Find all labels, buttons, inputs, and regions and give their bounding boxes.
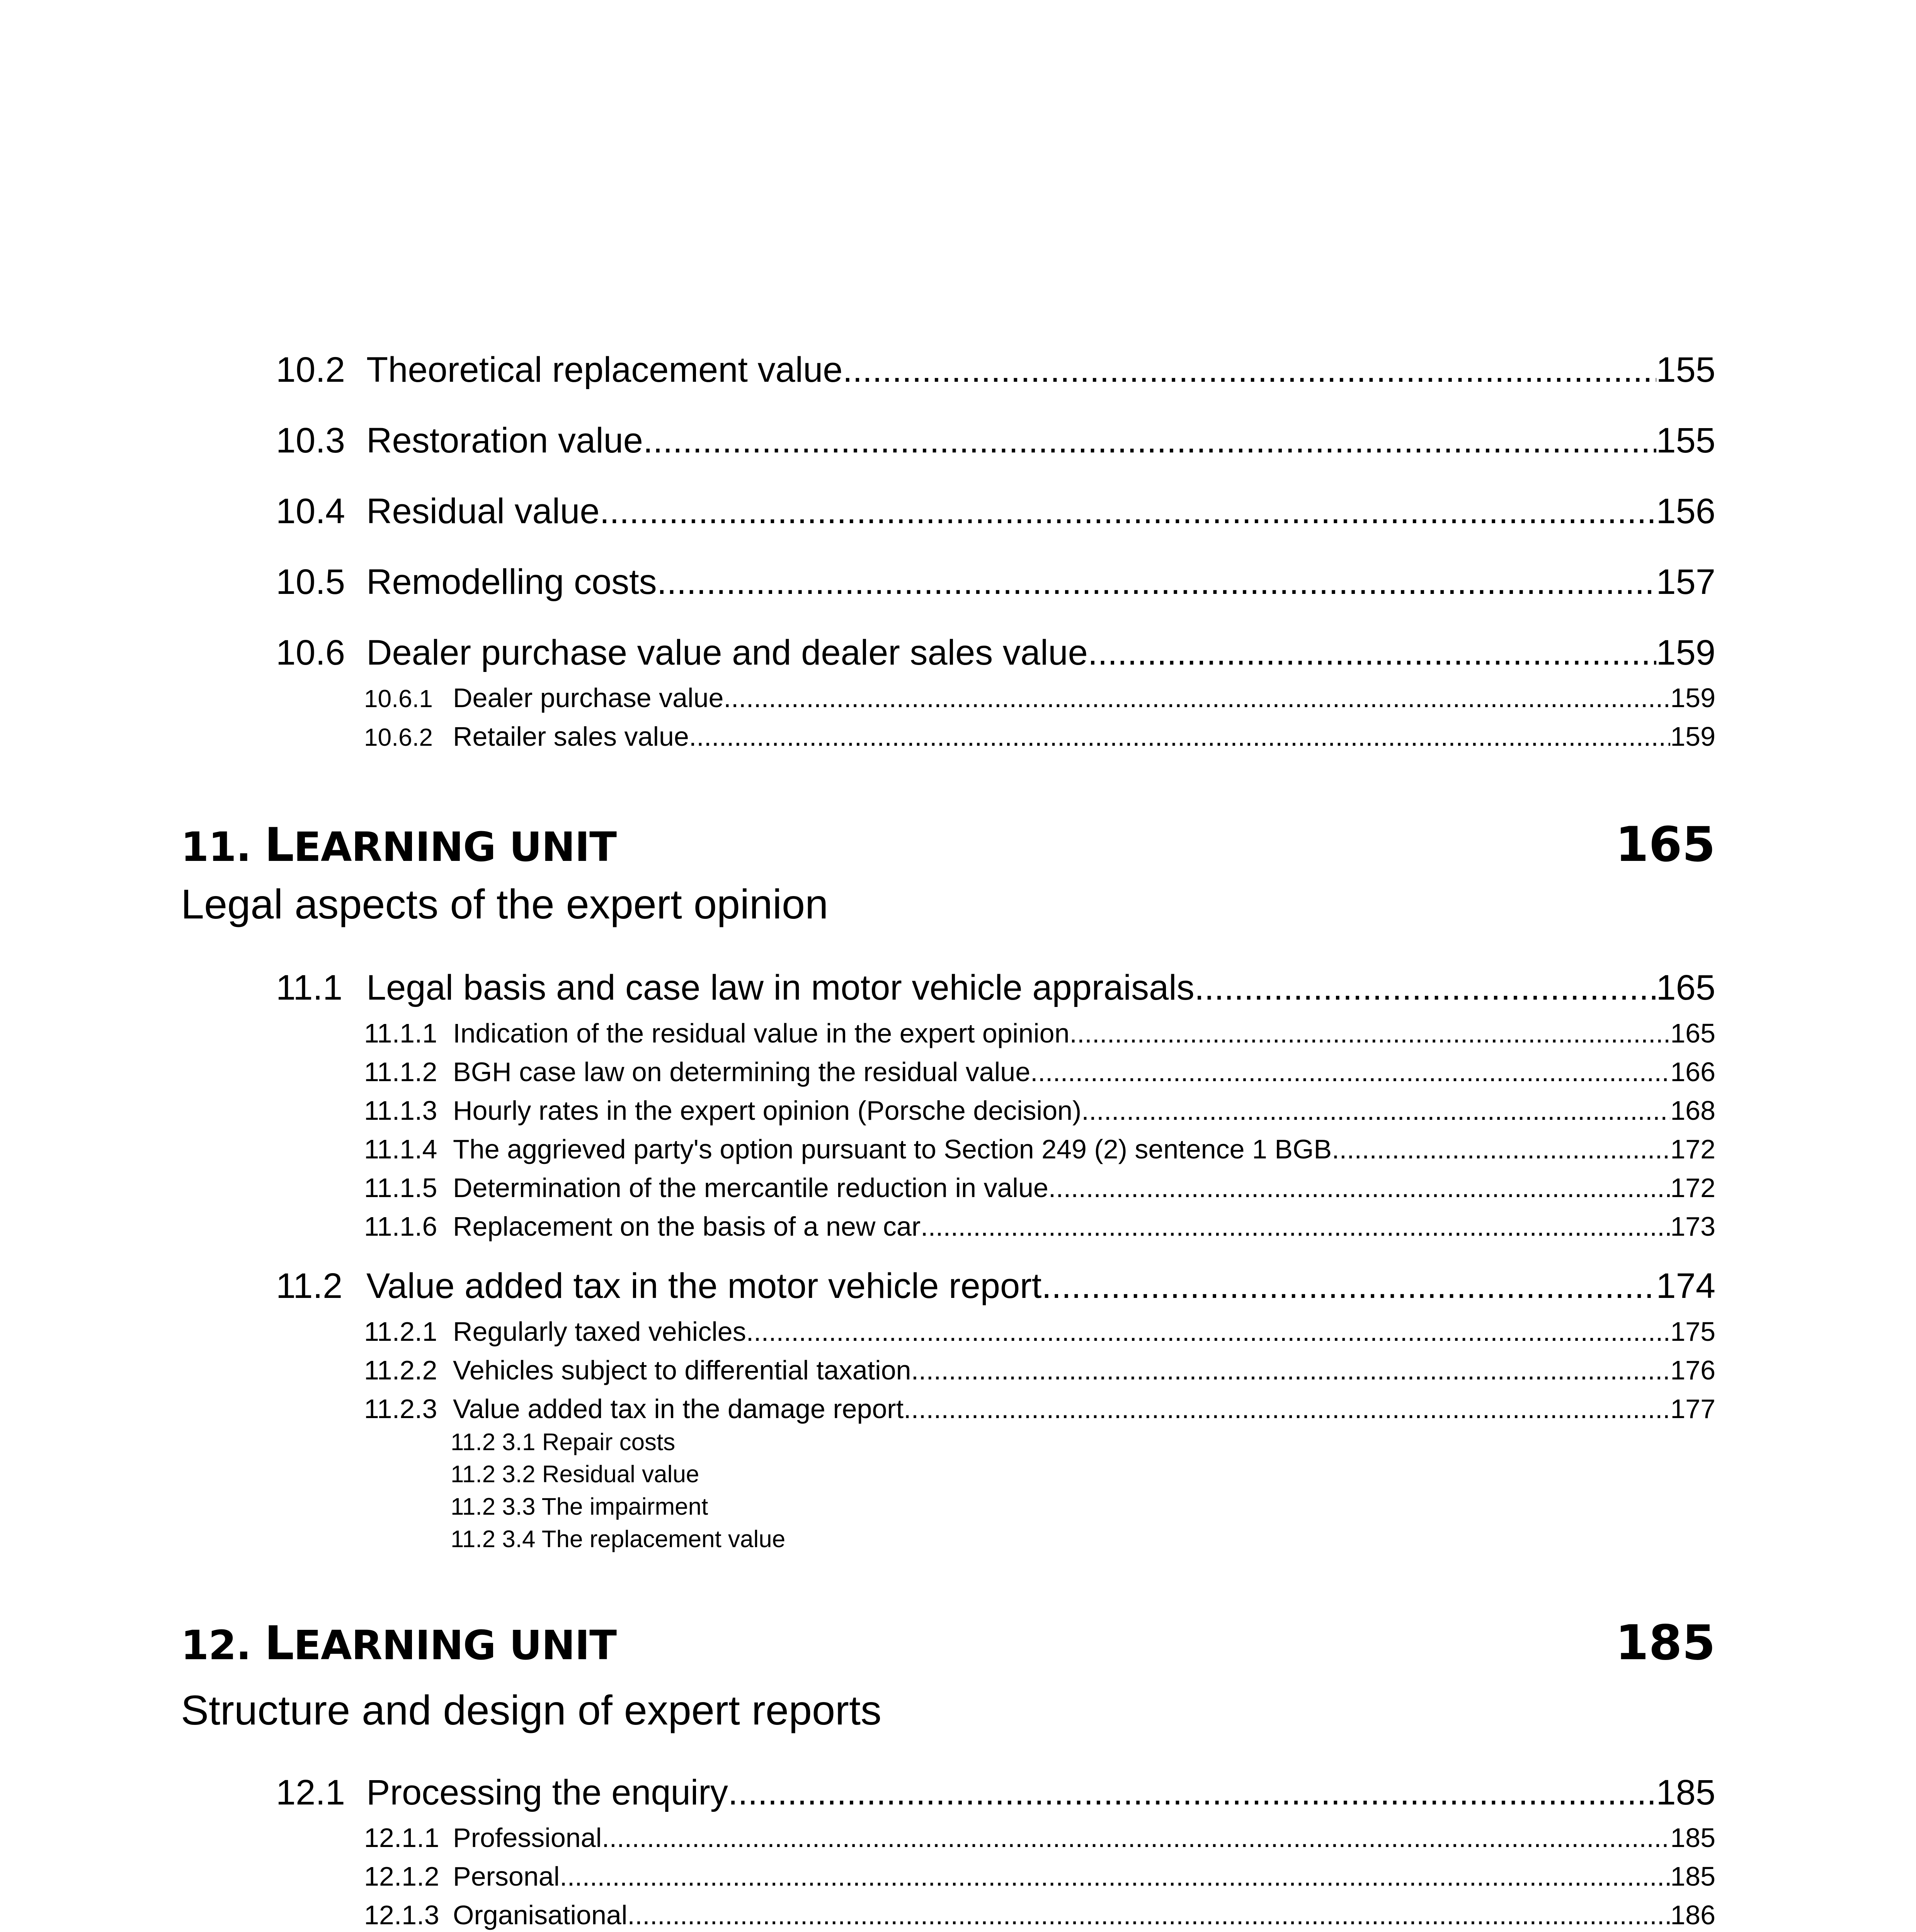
entry-page: 177 xyxy=(1670,1394,1715,1424)
entry-page: 185 xyxy=(1656,1773,1715,1812)
entry-page: 172 xyxy=(1670,1173,1715,1203)
entry-title: Value added tax in the damage report xyxy=(453,1394,904,1424)
entry-page: 159 xyxy=(1670,683,1715,713)
entry-title: Determination of the mercantile reduction in value xyxy=(453,1173,1048,1203)
toc-entry-10-6-1[interactable] xyxy=(364,682,1715,713)
toc-entry-11-1-4[interactable] xyxy=(364,1134,1715,1165)
entry-page: 185 xyxy=(1670,1861,1715,1891)
dot-leader xyxy=(911,1355,1671,1386)
dot-leader xyxy=(904,1393,1670,1424)
entry-number: 10.2 xyxy=(276,350,345,389)
entry-page: 175 xyxy=(1670,1316,1715,1347)
entry-page: 168 xyxy=(1670,1095,1715,1126)
entry-title: BGH case law on determining the residual value xyxy=(453,1057,1031,1087)
entry-number: 11.2.3 xyxy=(364,1394,437,1424)
entry-number: 12.1 xyxy=(276,1773,345,1812)
toc-entry-12-1-2[interactable] xyxy=(364,1861,1715,1892)
toc-entry-10-5[interactable] xyxy=(276,562,1715,602)
entry-number: 10.5 xyxy=(276,562,345,602)
toc-entry-11-2-3-3[interactable]: 11.2 3.3 The impairment xyxy=(451,1493,708,1520)
toc-entry-10-6[interactable] xyxy=(276,633,1715,673)
entry-number: 11.2.2 xyxy=(364,1355,437,1385)
entry-number: 11.1 xyxy=(276,968,343,1007)
learning-unit-11-heading[interactable] xyxy=(181,817,1715,872)
dot-leader xyxy=(657,562,1656,602)
toc-entry-10-3[interactable] xyxy=(276,420,1715,461)
toc-entry-11-2-3-2[interactable]: 11.2 3.2 Residual value xyxy=(451,1461,699,1488)
entry-title: Hourly rates in the expert opinion (Porsche decision) xyxy=(453,1095,1082,1126)
unit-label-rest: EARNING UNIT xyxy=(293,823,617,871)
toc-entry-10-4[interactable] xyxy=(276,491,1715,532)
dot-leader xyxy=(560,1861,1670,1892)
entry-page: 174 xyxy=(1656,1266,1715,1306)
entry-page: 159 xyxy=(1656,633,1715,672)
entry-title: Restoration value xyxy=(366,421,643,460)
unit-label-rest: EARNING UNIT xyxy=(293,1622,617,1669)
entry-title: Personal xyxy=(453,1861,560,1891)
dot-leader xyxy=(602,1822,1670,1853)
entry-number: 10.3 xyxy=(276,421,345,460)
unit-number: 11. xyxy=(181,823,251,871)
unit-number: 12. xyxy=(181,1622,251,1669)
unit-11-subtitle: Legal aspects of the expert opinion xyxy=(181,881,829,927)
toc-entry-11-2-2[interactable] xyxy=(364,1355,1715,1386)
entry-title: Regularly taxed vehicles xyxy=(453,1316,746,1347)
entry-number: 10.6 xyxy=(276,633,345,672)
entry-title: Vehicles subject to differential taxation xyxy=(453,1355,911,1385)
entry-title: Indication of the residual value in the expert opinion xyxy=(453,1018,1070,1048)
entry-number: 12.1.2 xyxy=(364,1861,439,1891)
entry-page: 165 xyxy=(1670,1018,1715,1048)
dot-leader xyxy=(627,1900,1670,1930)
entry-number: 11.2 xyxy=(276,1266,343,1306)
learning-unit-12-heading[interactable] xyxy=(181,1615,1715,1671)
entry-title: Remodelling costs xyxy=(366,562,657,602)
entry-title: Professional xyxy=(453,1823,602,1853)
toc-entry-11-2-3-1[interactable]: 11.2 3.1 Repair costs xyxy=(451,1429,676,1456)
dot-leader xyxy=(728,1772,1656,1813)
dot-leader xyxy=(1332,1134,1670,1165)
toc-entry-10-2[interactable] xyxy=(276,350,1715,390)
toc-entry-10-6-2[interactable] xyxy=(364,721,1715,752)
toc-entry-11-2-3-4[interactable]: 11.2 3.4 The replacement value xyxy=(451,1526,786,1553)
toc-entry-11-1-1[interactable] xyxy=(364,1018,1715,1049)
entry-number: 12.1.3 xyxy=(364,1900,439,1930)
dot-leader xyxy=(723,682,1670,713)
dot-leader xyxy=(599,491,1656,532)
toc-entry-11-2-3[interactable] xyxy=(364,1393,1715,1424)
entry-page: 186 xyxy=(1670,1900,1715,1930)
dot-leader xyxy=(1081,1095,1670,1126)
entry-title: Replacement on the basis of a new car xyxy=(453,1211,921,1242)
unit-label-initial: L xyxy=(264,818,294,872)
entry-page: 166 xyxy=(1670,1057,1715,1087)
entry-number: 11.1.6 xyxy=(364,1211,437,1242)
entry-number: 12.1.1 xyxy=(364,1823,439,1853)
entry-page: 157 xyxy=(1656,562,1715,602)
toc-entry-12-1-1[interactable] xyxy=(364,1822,1715,1853)
entry-page: 155 xyxy=(1656,421,1715,460)
toc-entry-11-2-1[interactable] xyxy=(364,1316,1715,1347)
entry-title: Organisational xyxy=(453,1900,628,1930)
toc-entry-11-1-2[interactable] xyxy=(364,1056,1715,1087)
toc-entry-11-2[interactable] xyxy=(276,1266,1715,1306)
toc-entry-12-1-3[interactable] xyxy=(364,1900,1715,1930)
dot-leader xyxy=(1030,1056,1670,1087)
dot-leader xyxy=(1088,633,1656,673)
entry-page: 155 xyxy=(1656,350,1715,389)
dot-leader xyxy=(1048,1172,1670,1203)
toc-entry-11-1-6[interactable] xyxy=(364,1211,1715,1242)
entry-title: Dealer purchase value xyxy=(453,683,724,713)
entry-page: 165 xyxy=(1656,968,1715,1007)
dot-leader xyxy=(746,1316,1670,1347)
entry-page: 156 xyxy=(1656,492,1715,531)
dot-leader xyxy=(842,350,1656,390)
toc-entry-11-1[interactable] xyxy=(276,968,1715,1008)
entry-title: Residual value xyxy=(366,492,600,531)
entry-number: 10.6.1 xyxy=(364,685,433,713)
entry-number: 11.1.3 xyxy=(364,1095,437,1126)
entry-title: Theoretical replacement value xyxy=(366,350,843,389)
unit-page: 185 xyxy=(1615,1615,1715,1671)
unit-page: 165 xyxy=(1615,817,1715,872)
dot-leader xyxy=(643,420,1656,461)
entry-number: 11.1.2 xyxy=(364,1057,437,1087)
entry-title: Dealer purchase value and dealer sales value xyxy=(366,633,1088,672)
entry-number: 11.1.1 xyxy=(364,1018,437,1048)
entry-title: Value added tax in the motor vehicle report xyxy=(366,1266,1042,1306)
entry-page: 159 xyxy=(1670,721,1715,752)
dot-leader xyxy=(689,721,1670,752)
toc-entry-12-1[interactable] xyxy=(276,1772,1715,1813)
unit-12-subtitle: Structure and design of expert reports xyxy=(181,1687,882,1733)
dot-leader xyxy=(1041,1266,1656,1306)
dot-leader xyxy=(921,1211,1670,1242)
entry-number: 10.4 xyxy=(276,492,345,531)
entry-number: 10.6.2 xyxy=(364,723,433,751)
unit-label-initial: L xyxy=(264,1617,294,1670)
entry-number: 11.2.1 xyxy=(364,1316,437,1347)
unit-label xyxy=(181,818,616,872)
dot-leader xyxy=(1195,968,1656,1008)
entry-page: 173 xyxy=(1670,1211,1715,1242)
entry-page: 185 xyxy=(1670,1823,1715,1853)
toc-entry-11-1-3[interactable] xyxy=(364,1095,1715,1126)
entry-title: Processing the enquiry xyxy=(366,1773,728,1812)
entry-page: 176 xyxy=(1670,1355,1715,1385)
dot-leader xyxy=(1070,1018,1671,1049)
entry-number: 11.1.5 xyxy=(364,1173,437,1203)
entry-title: Retailer sales value xyxy=(453,721,689,752)
entry-page: 172 xyxy=(1670,1134,1715,1164)
entry-title: Legal basis and case law in motor vehicle appraisals xyxy=(366,968,1195,1007)
entry-number: 11.1.4 xyxy=(364,1134,437,1164)
toc-entry-11-1-5[interactable] xyxy=(364,1172,1715,1203)
entry-title: The aggrieved party's option pursuant to Section 249 (2) sentence 1 BGB xyxy=(453,1134,1332,1164)
unit-label xyxy=(181,1617,616,1670)
